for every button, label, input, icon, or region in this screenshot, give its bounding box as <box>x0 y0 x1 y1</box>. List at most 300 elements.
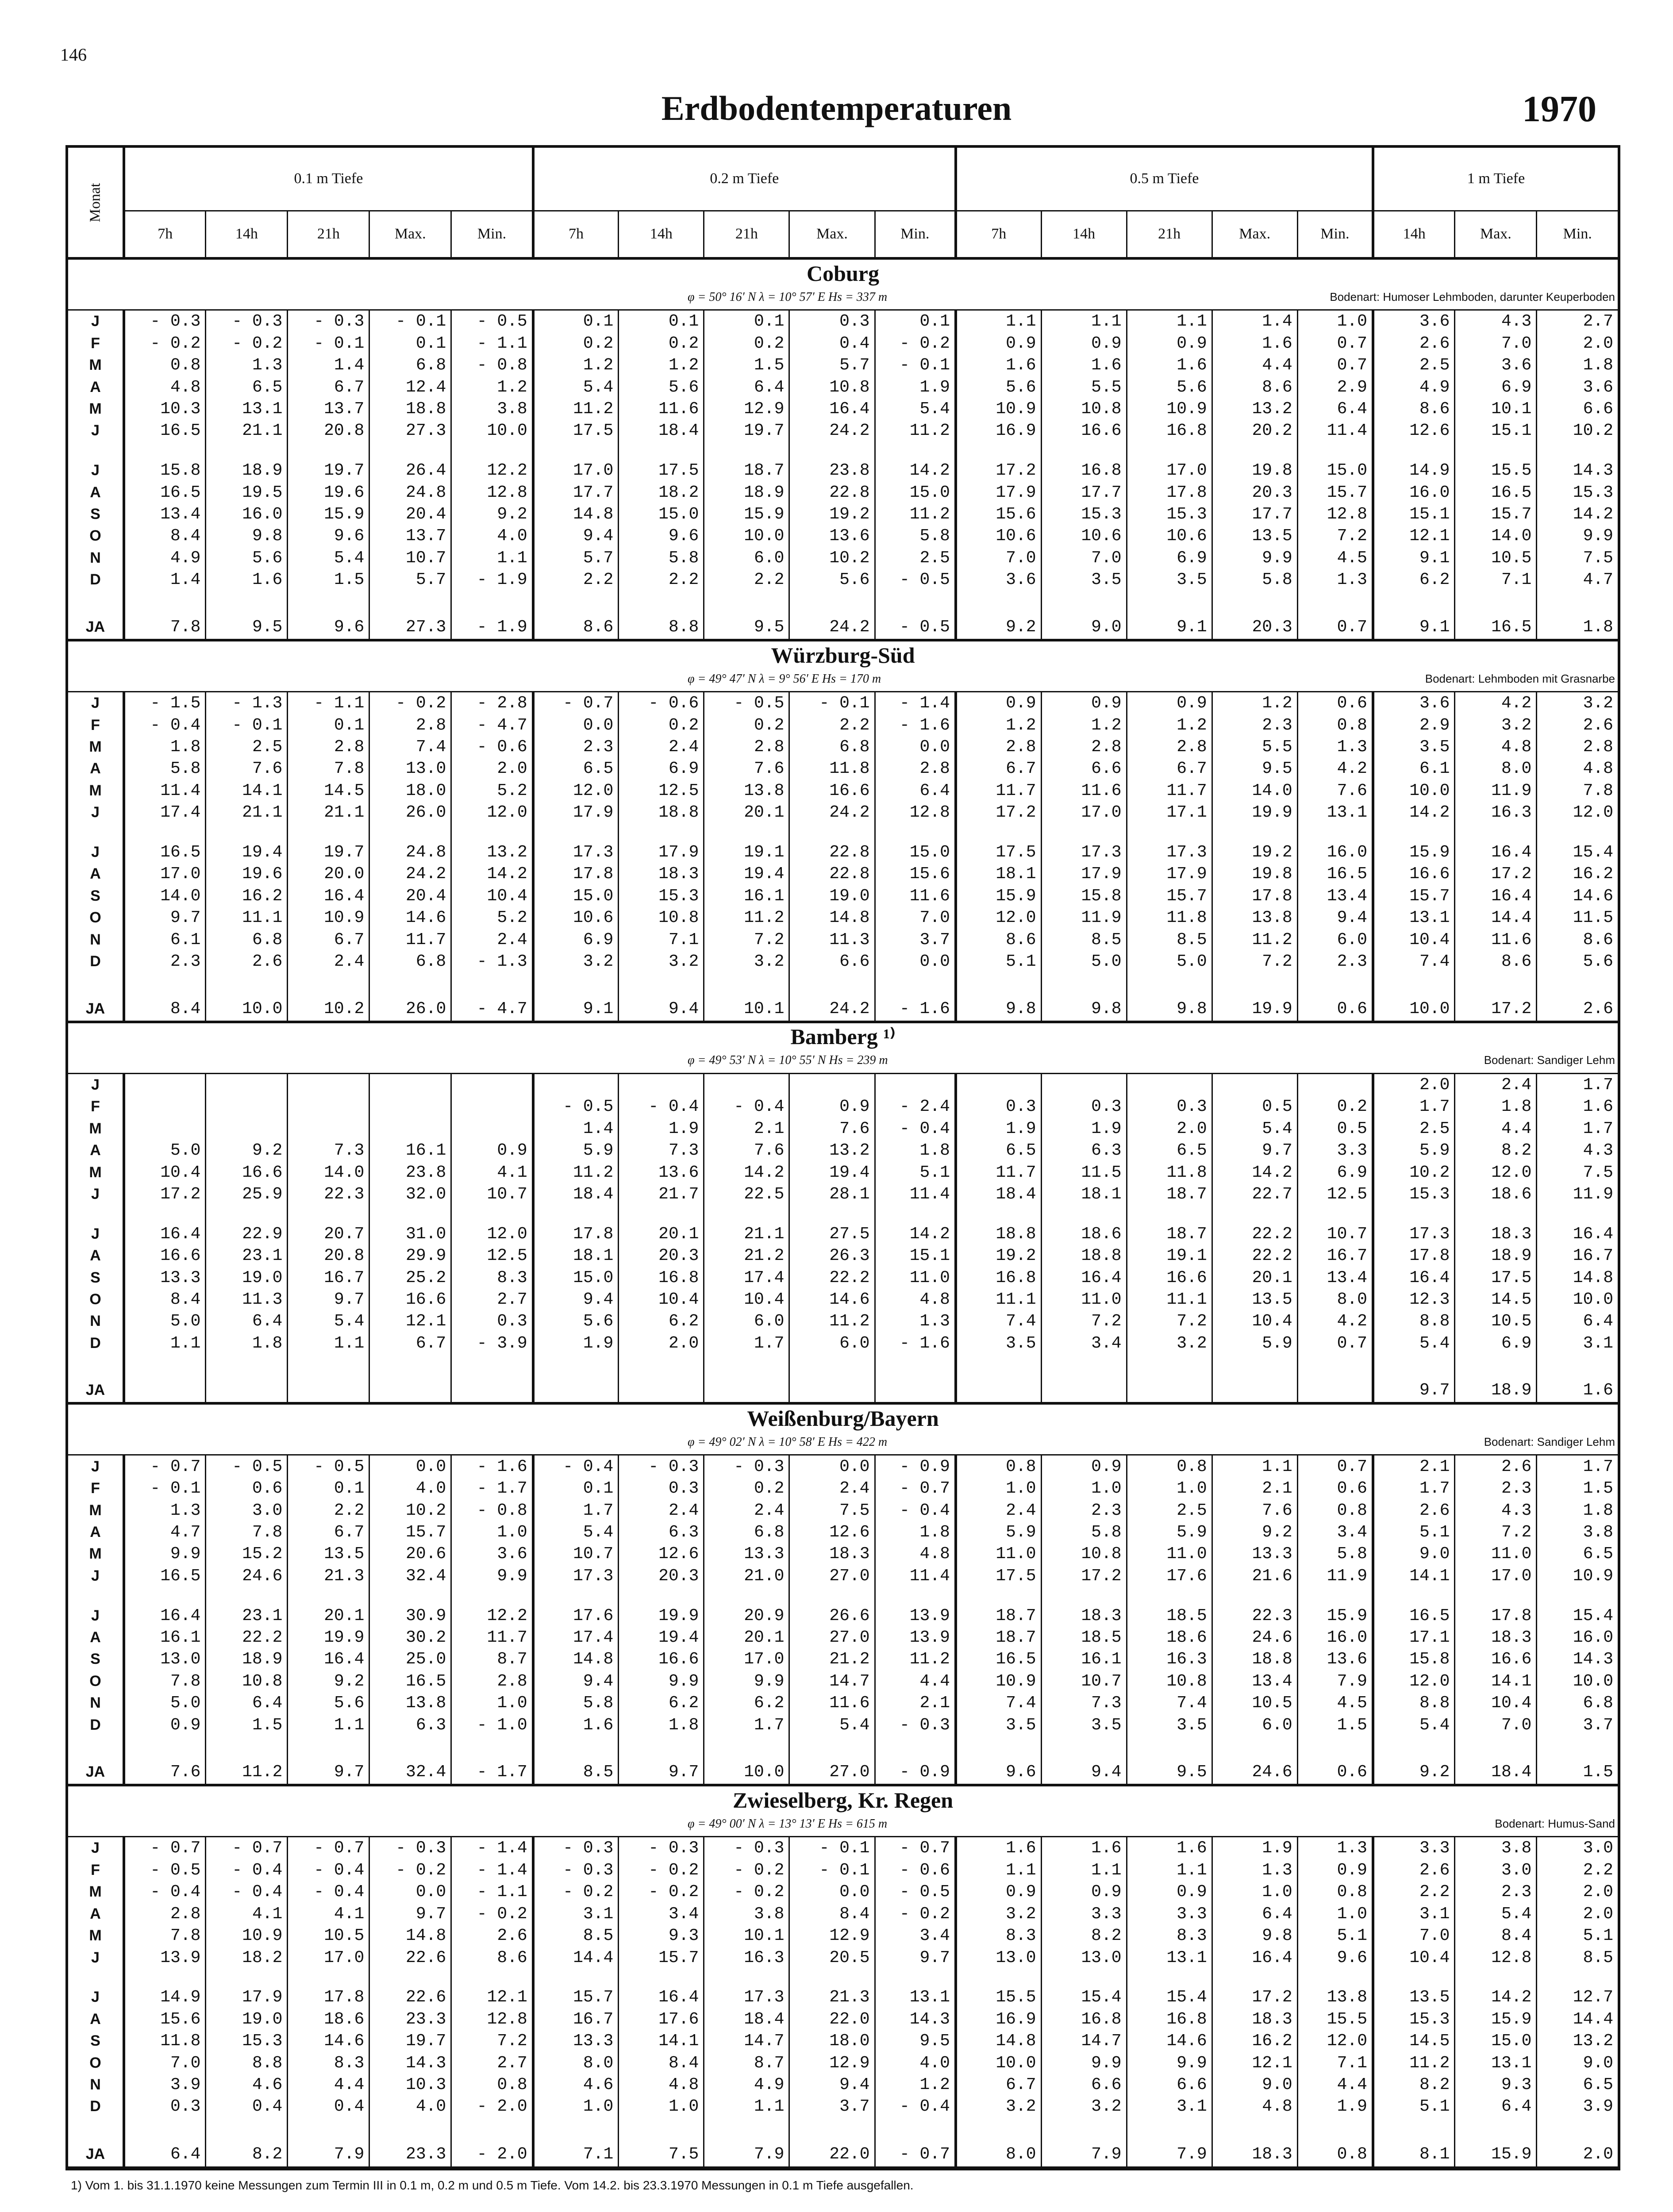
month-row <box>68 1671 1618 1692</box>
temperature-cell: 17.3 <box>704 1986 789 2008</box>
temperature-cell: 3.4 <box>619 1903 704 1925</box>
temperature-cell: 16.5 <box>124 841 206 863</box>
temperature-cell: 18.8 <box>1212 1648 1297 1670</box>
temperature-cell: 6.8 <box>789 736 875 758</box>
annual-row <box>68 1760 1618 1785</box>
temperature-cell: 16.7 <box>288 1267 369 1288</box>
temperature-cell: 12.5 <box>451 1245 533 1267</box>
temperature-cell: 14.2 <box>1537 503 1618 525</box>
temperature-cell: 10.1 <box>1455 398 1537 420</box>
temperature-cell: - 0.7 <box>124 1455 206 1478</box>
temperature-cell: 1.8 <box>619 1714 704 1736</box>
temperature-cell: 4.5 <box>1297 547 1373 569</box>
month-row <box>68 1543 1618 1565</box>
temperature-cell: 5.6 <box>789 569 875 591</box>
temperature-cell: 23.1 <box>206 1245 288 1267</box>
temperature-cell: 2.3 <box>1297 951 1373 972</box>
temperature-cell: 11.2 <box>875 1648 956 1670</box>
temperature-cell: - 0.2 <box>619 1859 704 1881</box>
column-header: Max. <box>369 211 451 258</box>
temperature-cell: 19.9 <box>288 1627 369 1648</box>
temperature-cell: - 0.2 <box>704 1881 789 1903</box>
temperature-cell: 6.9 <box>619 758 704 780</box>
temperature-cell: 18.4 <box>619 420 704 442</box>
temperature-cell: 15.5 <box>1455 460 1537 481</box>
temperature-cell: 0.8 <box>1127 1455 1212 1478</box>
month-label: A <box>90 1247 101 1264</box>
temperature-cell: 0.9 <box>451 1140 533 1161</box>
temperature-cell: 9.9 <box>451 1565 533 1587</box>
temperature-cell: 14.8 <box>369 1925 451 1947</box>
temperature-cell: 6.8 <box>369 354 451 376</box>
temperature-cell: 2.4 <box>956 1499 1041 1521</box>
temperature-cell: 1.9 <box>533 1333 619 1354</box>
temperature-cell: 0.1 <box>533 310 619 332</box>
station-name: Coburg <box>68 258 1618 288</box>
temperature-cell: 16.0 <box>206 503 288 525</box>
temperature-cell: 0.2 <box>619 333 704 354</box>
temperature-cell: 10.0 <box>1537 1289 1618 1310</box>
temperature-cell: 4.4 <box>875 1671 956 1692</box>
temperature-cell: 22.3 <box>1212 1605 1297 1626</box>
temperature-cell: 5.6 <box>533 1310 619 1332</box>
month-label: J <box>91 1949 100 1966</box>
temperature-cell: 13.0 <box>1041 1947 1127 1968</box>
temperature-cell: - 0.4 <box>875 2096 956 2117</box>
temperature-cell: 10.4 <box>1373 1947 1455 1968</box>
temperature-cell: 11.2 <box>789 1310 875 1332</box>
temperature-cell: 8.6 <box>956 929 1041 950</box>
temperature-cell: 1.2 <box>619 354 704 376</box>
temperature-cell: 4.0 <box>369 1478 451 1499</box>
temperature-cell: 14.4 <box>533 1947 619 1968</box>
temperature-cell: 4.0 <box>451 525 533 547</box>
temperature-cell: 0.0 <box>369 1455 451 1478</box>
temperature-cell: 12.6 <box>619 1543 704 1565</box>
temperature-cell: 16.7 <box>1297 1245 1373 1267</box>
temperature-cell: 1.7 <box>1373 1478 1455 1499</box>
temperature-cell: 9.8 <box>206 525 288 547</box>
annual-value: 23.3 <box>369 2142 451 2167</box>
temperature-cell: 1.6 <box>956 1837 1041 1859</box>
annual-value <box>206 1379 288 1404</box>
temperature-cell: 6.6 <box>1041 2074 1127 2096</box>
temperature-cell: 0.4 <box>288 2096 369 2117</box>
temperature-cell: 3.7 <box>875 929 956 950</box>
temperature-cell: 2.2 <box>288 1499 369 1521</box>
temperature-cell <box>875 1073 956 1096</box>
month-label: S <box>90 2032 100 2050</box>
month-row <box>68 2030 1618 2052</box>
depth-header: 0.2 m Tiefe <box>533 148 956 211</box>
temperature-cell: 13.4 <box>124 503 206 525</box>
temperature-cell: - 0.3 <box>369 1837 451 1859</box>
month-label: N <box>90 931 101 948</box>
temperature-cell: 14.8 <box>533 1648 619 1670</box>
temperature-cell: 15.0 <box>1297 460 1373 481</box>
temperature-cell: 5.9 <box>1212 1333 1297 1354</box>
temperature-cell: 18.5 <box>1041 1627 1127 1648</box>
temperature-cell: 18.4 <box>956 1183 1041 1205</box>
temperature-cell: 11.4 <box>875 1565 956 1587</box>
month-label: J <box>91 462 100 479</box>
temperature-cell: 7.8 <box>288 758 369 780</box>
temperature-cell: 18.3 <box>1212 2008 1297 2030</box>
temperature-cell: 1.4 <box>1212 310 1297 332</box>
temperature-cell: 8.0 <box>1455 758 1537 780</box>
month-row <box>68 1096 1618 1118</box>
temperature-cell: 14.3 <box>369 2052 451 2074</box>
temperature-cell: 7.6 <box>704 758 789 780</box>
temperature-cell: 6.8 <box>704 1521 789 1543</box>
month-row <box>68 1073 1618 1096</box>
month-label: A <box>90 378 101 396</box>
temperature-cell: 4.8 <box>875 1289 956 1310</box>
annual-value: 8.6 <box>533 615 619 640</box>
temperature-cell: 16.1 <box>124 1627 206 1648</box>
temperature-cell: 7.8 <box>124 1671 206 1692</box>
temperature-cell: - 1.7 <box>451 1478 533 1499</box>
data-table <box>68 148 1618 2168</box>
station-meta-row <box>68 1051 1618 1073</box>
page-year: 1970 <box>1522 88 1596 130</box>
temperature-cell: 14.1 <box>1455 1671 1537 1692</box>
temperature-cell: 10.7 <box>451 1183 533 1205</box>
temperature-cell: - 1.5 <box>124 691 206 714</box>
page-number: 146 <box>60 45 87 65</box>
annual-value: 10.0 <box>1373 997 1455 1022</box>
temperature-cell: 1.8 <box>124 736 206 758</box>
temperature-cell: 24.2 <box>789 420 875 442</box>
temperature-cell: 11.7 <box>956 780 1041 802</box>
month-label: D <box>90 1334 101 1352</box>
temperature-cell: 5.4 <box>288 547 369 569</box>
temperature-cell: 5.6 <box>956 376 1041 398</box>
temperature-cell: 2.6 <box>1537 714 1618 736</box>
temperature-cell: 2.6 <box>1373 1859 1455 1881</box>
depth-header: 0.5 m Tiefe <box>956 148 1373 211</box>
temperature-cell: 11.6 <box>789 1692 875 1714</box>
temperature-cell: 15.0 <box>875 841 956 863</box>
annual-label: JA <box>68 615 124 640</box>
temperature-cell: 12.1 <box>451 1986 533 2008</box>
temperature-cell: 17.3 <box>533 841 619 863</box>
annual-value: 20.3 <box>1212 615 1297 640</box>
temperature-cell: 16.4 <box>124 1605 206 1626</box>
temperature-cell: - 0.2 <box>704 1859 789 1881</box>
temperature-cell: 16.4 <box>288 885 369 907</box>
temperature-cell: 13.1 <box>1455 2052 1537 2074</box>
temperature-cell: 2.8 <box>875 758 956 780</box>
temperature-cell: 15.0 <box>1455 2030 1537 2052</box>
temperature-cell: 8.4 <box>789 1903 875 1925</box>
month-row <box>68 1289 1618 1310</box>
temperature-cell: 11.0 <box>1041 1289 1127 1310</box>
temperature-cell: 2.4 <box>288 951 369 972</box>
temperature-cell: 13.1 <box>875 1986 956 2008</box>
temperature-cell: 2.9 <box>1297 376 1373 398</box>
temperature-cell: 3.8 <box>1537 1521 1618 1543</box>
temperature-cell: 11.5 <box>1537 907 1618 929</box>
temperature-cell <box>1041 1073 1127 1096</box>
temperature-cell: 2.6 <box>206 951 288 972</box>
month-row <box>68 1881 1618 1903</box>
temperature-cell: 27.5 <box>789 1223 875 1245</box>
temperature-cell: 2.4 <box>619 1499 704 1521</box>
temperature-cell: 0.0 <box>789 1455 875 1478</box>
temperature-cell: 5.4 <box>533 376 619 398</box>
month-row <box>68 863 1618 885</box>
temperature-cell: - 0.2 <box>369 1859 451 1881</box>
month-label: S <box>90 887 100 904</box>
temperature-cell: 3.2 <box>1127 1333 1212 1354</box>
temperature-cell: 0.8 <box>451 2074 533 2096</box>
annual-gap <box>68 591 1618 615</box>
temperature-cell: 3.0 <box>1455 1859 1537 1881</box>
temperature-cell: 9.0 <box>1537 2052 1618 2074</box>
month-row <box>68 525 1618 547</box>
temperature-cell: 19.8 <box>1212 460 1297 481</box>
temperature-cell <box>288 1073 369 1096</box>
annual-gap <box>68 2118 1618 2143</box>
month-label: A <box>90 1142 101 1159</box>
temperature-cell: 10.2 <box>1373 1161 1455 1183</box>
temperature-cell: 15.0 <box>619 503 704 525</box>
temperature-cell: - 0.2 <box>875 1903 956 1925</box>
annual-value: 9.8 <box>1041 997 1127 1022</box>
month-label: M <box>89 738 102 756</box>
temperature-cell: 16.1 <box>1041 1648 1127 1670</box>
station-coordinates: φ = 50° 16′ N λ = 10° 57′ E Hs = 337 m <box>688 290 888 304</box>
temperature-cell: 2.0 <box>1127 1118 1212 1140</box>
temperature-cell: 16.6 <box>619 1648 704 1670</box>
temperature-cell: 19.4 <box>206 841 288 863</box>
temperature-cell: 6.0 <box>1212 1714 1297 1736</box>
temperature-cell: 18.6 <box>1041 1223 1127 1245</box>
temperature-cell: 15.9 <box>1373 841 1455 863</box>
temperature-cell: 14.2 <box>875 460 956 481</box>
temperature-cell: 10.7 <box>533 1543 619 1565</box>
station-name-row <box>68 258 1618 288</box>
temperature-cell: 10.0 <box>1373 780 1455 802</box>
month-row <box>68 460 1618 481</box>
temperature-cell: 5.8 <box>533 1692 619 1714</box>
temperature-cell: 7.2 <box>1127 1310 1212 1332</box>
temperature-cell: 10.3 <box>124 398 206 420</box>
temperature-cell: - 0.7 <box>124 1837 206 1859</box>
temperature-cell: 17.4 <box>704 1267 789 1288</box>
temperature-cell: 4.8 <box>1537 758 1618 780</box>
month-label: F <box>91 1862 100 1879</box>
temperature-cell: 9.2 <box>206 1140 288 1161</box>
temperature-cell: 12.8 <box>1297 503 1373 525</box>
temperature-cell: - 1.9 <box>451 569 533 591</box>
temperature-cell: 8.3 <box>288 2052 369 2074</box>
temperature-cell: 0.6 <box>206 1478 288 1499</box>
temperature-cell: 17.3 <box>1041 841 1127 863</box>
station-name-row <box>68 1785 1618 1814</box>
temperature-cell: 15.3 <box>206 2030 288 2052</box>
temperature-cell: 0.9 <box>1041 691 1127 714</box>
temperature-cell: 22.3 <box>288 1183 369 1205</box>
temperature-cell <box>956 1073 1041 1096</box>
temperature-cell: 20.1 <box>288 1605 369 1626</box>
temperature-cell: - 0.7 <box>875 1837 956 1859</box>
temperature-cell: 12.0 <box>1455 1161 1537 1183</box>
temperature-cell: 16.4 <box>1212 1947 1297 1968</box>
temperature-cell: 17.5 <box>956 841 1041 863</box>
temperature-cell: 4.8 <box>875 1543 956 1565</box>
temperature-cell: 17.2 <box>1212 1986 1297 2008</box>
column-header: Min. <box>451 211 533 258</box>
temperature-cell: - 0.4 <box>288 1881 369 1903</box>
temperature-cell: 16.4 <box>124 1223 206 1245</box>
temperature-cell: 19.4 <box>619 1627 704 1648</box>
temperature-cell: 0.1 <box>288 714 369 736</box>
temperature-cell: 8.8 <box>1373 1692 1455 1714</box>
temperature-cell: 16.4 <box>288 1648 369 1670</box>
annual-value: 24.2 <box>789 997 875 1022</box>
temperature-cell: 1.1 <box>956 310 1041 332</box>
temperature-cell: 2.7 <box>451 2052 533 2074</box>
temperature-cell: 17.6 <box>1127 1565 1212 1587</box>
temperature-cell: 2.3 <box>1455 1478 1537 1499</box>
temperature-cell: 22.0 <box>789 2008 875 2030</box>
temperature-cell: 1.1 <box>1041 310 1127 332</box>
month-row <box>68 802 1618 823</box>
temperature-cell: 2.3 <box>1041 1499 1127 1521</box>
temperature-cell: 0.7 <box>1297 1333 1373 1354</box>
temperature-cell: - 0.3 <box>704 1837 789 1859</box>
temperature-cell: 18.3 <box>1455 1627 1537 1648</box>
annual-value: 9.4 <box>1041 1760 1127 1785</box>
temperature-cell: 14.5 <box>1455 1289 1537 1310</box>
temperature-cell: 6.9 <box>1455 1333 1537 1354</box>
temperature-cell: - 0.2 <box>206 333 288 354</box>
temperature-cell: 0.6 <box>1297 691 1373 714</box>
temperature-cell: 13.3 <box>124 1267 206 1288</box>
temperature-cell: 14.8 <box>956 2030 1041 2052</box>
temperature-cell: 1.8 <box>206 1333 288 1354</box>
column-header: Max. <box>1455 211 1537 258</box>
temperature-cell: 2.1 <box>1212 1478 1297 1499</box>
month-label: J <box>91 1607 100 1624</box>
temperature-cell: 1.3 <box>1212 1859 1297 1881</box>
temperature-cell: 10.5 <box>1212 1692 1297 1714</box>
temperature-cell: 1.6 <box>1537 1096 1618 1118</box>
temperature-cell: 7.1 <box>1297 2052 1373 2074</box>
temperature-cell: 4.4 <box>1212 354 1297 376</box>
temperature-cell: 4.1 <box>206 1903 288 1925</box>
temperature-cell: 10.0 <box>704 525 789 547</box>
temperature-cell: 4.2 <box>1455 691 1537 714</box>
month-row <box>68 1903 1618 1925</box>
temperature-cell: 11.1 <box>956 1289 1041 1310</box>
temperature-cell: 18.4 <box>533 1183 619 1205</box>
temperature-cell: 2.8 <box>288 736 369 758</box>
temperature-cell <box>288 1118 369 1140</box>
annual-row <box>68 1379 1618 1404</box>
temperature-cell: 16.0 <box>1297 1627 1373 1648</box>
temperature-cell: - 1.6 <box>451 1455 533 1478</box>
temperature-cell: 18.1 <box>1041 1183 1127 1205</box>
footnote: 1) Vom 1. bis 31.1.1970 keine Messungen zum Termin III in 0.1 m, 0.2 m und 0.5 m Tiefe. Vom 14.2. bis 23.3.1970 Messungen in 0.1 m Tiefe ausgefallen. <box>71 2178 914 2192</box>
temperature-cell: 9.8 <box>1212 1925 1297 1947</box>
temperature-cell: - 0.1 <box>789 691 875 714</box>
temperature-cell: 1.9 <box>619 1118 704 1140</box>
temperature-cell: 7.3 <box>1041 1692 1127 1714</box>
month-row <box>68 714 1618 736</box>
temperature-cell <box>369 1096 451 1118</box>
temperature-cell: 9.7 <box>288 1289 369 1310</box>
temperature-cell: 8.0 <box>533 2052 619 2074</box>
temperature-cell: 9.7 <box>875 1947 956 1968</box>
temperature-cell: 2.2 <box>1537 1859 1618 1881</box>
temperature-cell: 6.3 <box>369 1714 451 1736</box>
temperature-cell: 16.6 <box>1373 863 1455 885</box>
temperature-cell: 2.8 <box>1127 736 1212 758</box>
temperature-cell: 10.8 <box>789 376 875 398</box>
temperature-cell: 14.6 <box>369 907 451 929</box>
temperature-cell <box>704 1073 789 1096</box>
month-row <box>68 1333 1618 1354</box>
temperature-cell: 3.2 <box>619 951 704 972</box>
temperature-cell: - 0.9 <box>875 1455 956 1478</box>
annual-value: 1.8 <box>1537 615 1618 640</box>
temperature-cell: 6.4 <box>206 1692 288 1714</box>
temperature-cell: 4.0 <box>369 2096 451 2117</box>
temperature-cell: 15.2 <box>206 1543 288 1565</box>
temperature-cell: 11.6 <box>1041 780 1127 802</box>
temperature-cell: 24.8 <box>369 841 451 863</box>
temperature-cell: 7.4 <box>956 1692 1041 1714</box>
temperature-cell: 2.6 <box>451 1925 533 1947</box>
column-header: 7h <box>124 211 206 258</box>
station-name: Weißenburg/Bayern <box>68 1403 1618 1432</box>
temperature-cell: 26.4 <box>369 460 451 481</box>
temperature-cell: 19.7 <box>288 841 369 863</box>
month-row <box>68 841 1618 863</box>
temperature-cell: 15.9 <box>1455 2008 1537 2030</box>
annual-value: 0.6 <box>1297 1760 1373 1785</box>
temperature-cell: 13.7 <box>369 525 451 547</box>
temperature-cell: 0.8 <box>1297 1881 1373 1903</box>
station-coordinates: φ = 49° 00′ N λ = 13° 13′ E Hs = 615 m <box>688 1816 888 1831</box>
temperature-cell: 2.0 <box>1537 1903 1618 1925</box>
month-row <box>68 2052 1618 2074</box>
temperature-cell: 20.1 <box>704 1627 789 1648</box>
temperature-cell: 22.6 <box>369 1986 451 2008</box>
station-meta-row <box>68 1814 1618 1837</box>
temperature-cell: 5.1 <box>1537 1925 1618 1947</box>
temperature-cell: 13.5 <box>1373 1986 1455 2008</box>
temperature-cell: 13.8 <box>369 1692 451 1714</box>
temperature-cell: 12.0 <box>451 1223 533 1245</box>
temperature-cell: 13.3 <box>1212 1543 1297 1565</box>
temperature-cell: 17.3 <box>1373 1223 1455 1245</box>
month-label: M <box>89 1883 102 1901</box>
temperature-cell: 0.0 <box>789 1881 875 1903</box>
temperature-cell: 16.8 <box>956 1267 1041 1288</box>
temperature-cell: 7.0 <box>1041 547 1127 569</box>
annual-value: 27.0 <box>789 1760 875 1785</box>
temperature-cell: 11.9 <box>1537 1183 1618 1205</box>
temperature-cell: 1.0 <box>1041 1478 1127 1499</box>
annual-value: 19.9 <box>1212 997 1297 1022</box>
temperature-cell: 0.0 <box>533 714 619 736</box>
temperature-cell: 2.6 <box>1373 1499 1455 1521</box>
temperature-cell: 5.4 <box>875 398 956 420</box>
